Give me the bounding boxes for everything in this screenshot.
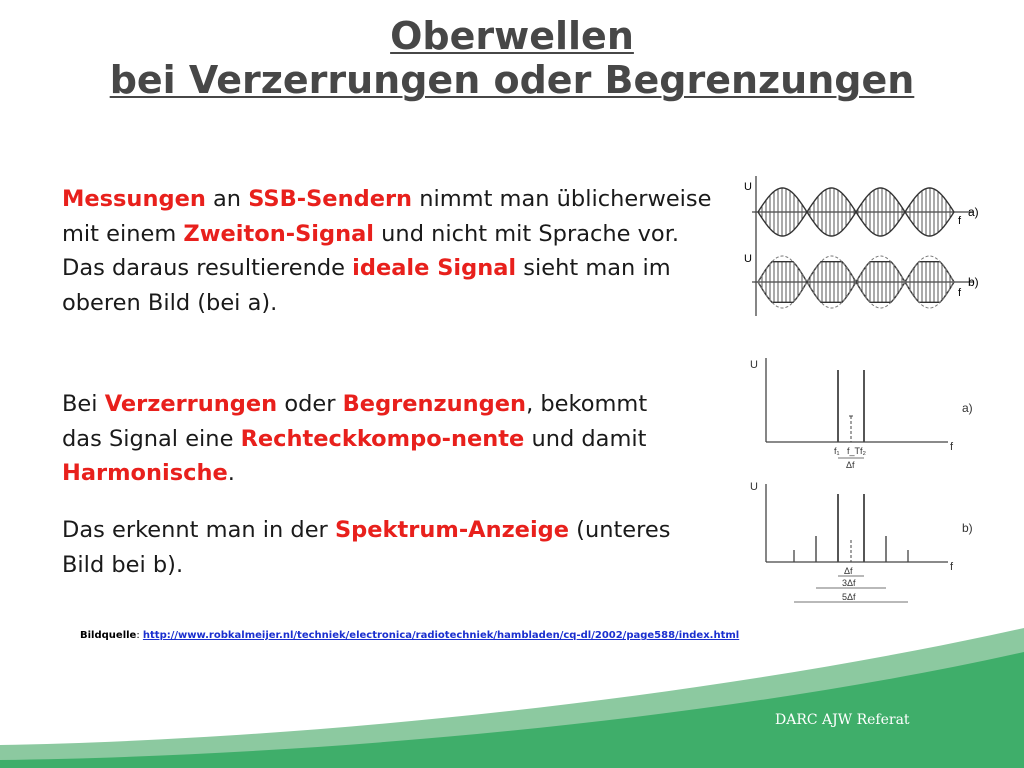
source-label: Bildquelle [80, 630, 137, 641]
title-line-1: Oberwellen [390, 14, 634, 58]
text-run: und damit [524, 425, 647, 452]
paragraph-spectrum [62, 513, 702, 582]
source-link[interactable]: http://www.robkalmeijer.nl/techniek/electronica/radiotechniek/hambladen/cq-dl/2002/page588/index.html [142, 630, 740, 641]
text-run: , bekommt das Signal eine [62, 391, 648, 452]
spectrum-a [766, 358, 948, 458]
highlighted-term: Begrenzungen [342, 391, 527, 417]
spectrum-label-b: b) [962, 521, 973, 535]
text-run: . [227, 460, 235, 486]
spectrum-ft-label: f_T [847, 446, 861, 456]
spectrum-f2-label: f₂ [860, 446, 866, 456]
footer-text: DARC AJW Referat [775, 712, 910, 728]
spectrum-label-a: a) [962, 401, 973, 415]
text-run: Bei [62, 391, 105, 417]
spectrum-axis-f-b: f [950, 561, 954, 573]
spectrum-delta-f-b: Δf [844, 566, 853, 576]
spectrum-axis-u-b: U [750, 481, 758, 493]
text-run: und nicht mit Sprache vor. Das daraus resultierende [62, 220, 680, 281]
spectrum-f1-label: f₁ [834, 446, 840, 456]
title-line-2: bei Verzerrungen oder Begrenzungen [109, 58, 915, 102]
highlighted-term: Spektrum-Anzeige [334, 517, 570, 543]
highlighted-term: Harmonische [62, 460, 228, 486]
spectrum-axis-f-a: f [950, 441, 954, 453]
highlighted-term: SSB-Sendern [248, 186, 413, 212]
wave-axis-u-a: U [744, 181, 752, 193]
slide-title [0, 14, 1024, 102]
text-run: Das erkennt man in der [62, 517, 335, 543]
text-run: sieht man im oberen Bild (bei a). [62, 255, 671, 316]
image-source [80, 630, 739, 641]
spectrum-5-delta-f: 5Δf [842, 592, 856, 602]
highlighted-term: ideale Signal [352, 255, 517, 281]
highlighted-term: Rechteckkompo-nente [240, 425, 525, 452]
text-run: nimmt man üblicherweise mit einem [62, 186, 712, 247]
waveform-b [744, 253, 979, 308]
text-run: an [205, 186, 249, 212]
spectrum-delta-f-a: Δf [846, 460, 855, 470]
wave-axis-f-a: f [958, 215, 962, 227]
wave-axis-u-b: U [744, 253, 752, 265]
text-run: oder [277, 391, 343, 417]
text-run: (unteres Bild bei b). [62, 517, 671, 578]
spectrum-figure [748, 350, 988, 612]
spectrum-axis-u-a: U [750, 359, 758, 371]
waveform-a [744, 176, 979, 316]
spectrum-b [766, 484, 948, 602]
wave-label-b: b) [968, 275, 979, 289]
highlighted-term: Zweiton-Signal [183, 220, 375, 247]
spectrum-3-delta-f: 3Δf [842, 578, 856, 588]
source-separator: : [136, 630, 143, 641]
highlighted-term: Messungen [62, 186, 206, 212]
wave-axis-f-b: f [958, 287, 962, 299]
paragraph-ssb-measurement [62, 182, 722, 320]
two-tone-waveform-figure [742, 172, 986, 318]
paragraph-distortion [62, 387, 682, 491]
highlighted-term: Verzerrungen [104, 391, 278, 417]
wave-label-a: a) [968, 205, 979, 219]
